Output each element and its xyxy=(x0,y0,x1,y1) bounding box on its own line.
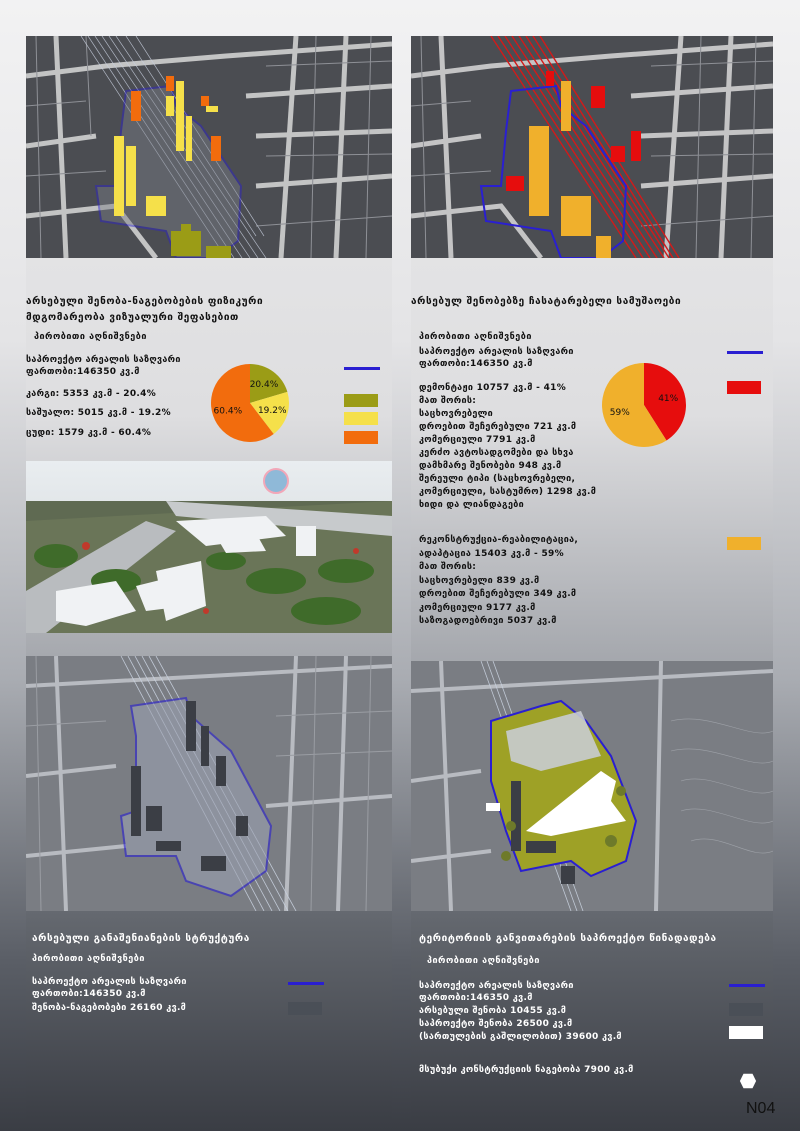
proposal-map xyxy=(411,661,773,911)
pie-slice-label: 41% xyxy=(658,393,679,404)
aerial-render-svg xyxy=(26,461,392,633)
aerial-render-image xyxy=(26,461,392,633)
works-boundary-label-2: ფართობი:146350 კვ.მ xyxy=(419,359,533,369)
reconstruct-swatch xyxy=(727,537,761,550)
map2-boundary-swatch xyxy=(288,982,324,985)
map1-title-line1: არსებული შენობა-ნაგებობების ფიზიკური xyxy=(26,296,264,307)
proposal-title: ტერიტორიის განვითარების საპროექტო წინადადება xyxy=(419,933,717,944)
proposed-building-legend: საპროექტო შენობა 26500 კვ.მ xyxy=(419,1019,573,1029)
physical-condition-map-svg xyxy=(26,36,392,258)
map1-legend-title: პირობითი აღნიშვნები xyxy=(34,332,147,342)
existing-building-legend: არსებული შენობა 10455 კვ.მ xyxy=(419,1006,567,1016)
left-column xyxy=(26,36,392,1119)
good-swatch xyxy=(344,394,378,407)
medium-swatch xyxy=(344,412,378,425)
pie-slice-label: 19.2% xyxy=(257,406,287,417)
proposed-building-swatch xyxy=(729,1026,763,1039)
buildings-swatch xyxy=(288,1002,322,1015)
physical-condition-map xyxy=(26,36,392,258)
proposal-boundary-label-2: ფართობი:146350 კვ.მ xyxy=(419,993,533,1003)
proposal-boundary-swatch xyxy=(729,984,765,987)
boundary-swatch-line xyxy=(344,367,380,370)
legend-medium: საშუალო: 5015 კვ.მ - 19.2% xyxy=(26,408,171,418)
map1-boundary-label-2: ფართობი:146350 კვ.მ xyxy=(26,367,140,377)
proposal-legend-title: პირობითი აღნიშვნები xyxy=(427,956,540,966)
map2-boundary-label-2: ფართობი:146350 კვ.მ xyxy=(32,989,146,999)
pie-slice-label: 20.4% xyxy=(249,380,279,391)
map2-boundary-label-1: საპროექტო არეალის საზღვარი xyxy=(32,977,187,987)
proposal-map-svg xyxy=(411,661,773,911)
works-pie-chart xyxy=(601,362,687,448)
demolish-legend: დემონტაჟი 10757 კვ.მ - 41% მათ შორის: საცხოვრებელი დროებით შეჩერებული 721 კვ.მ კომერციული 7791 კვ.მ კერძო ავტოსადგომები და სხვა დამხმარე შენობები 948 კვ.მ შერეული ტიპი (საცხოვრებელი, კომერციული, სასტუმრო) 1298 კვ.მ ხიდი და ლიანდაგები xyxy=(419,383,597,510)
bad-swatch xyxy=(344,431,378,444)
map1-boundary-label-1: საპროექტო არეალის საზღვარი xyxy=(26,355,181,365)
legend-good: კარგი: 5353 კვ.მ - 20.4% xyxy=(26,389,157,399)
map2-title: არსებული განაშენიანების სტრუქტურა xyxy=(32,933,250,944)
map2-legend-title: პირობითი აღნიშვნები xyxy=(32,954,145,964)
existing-building-swatch xyxy=(729,1003,763,1016)
existing-structure-map-svg xyxy=(26,656,392,911)
legend-bad: ცუდი: 1579 კვ.მ - 60.4% xyxy=(26,428,152,438)
condition-pie-chart xyxy=(210,363,290,443)
works-legend-title: პირობითი აღნიშვნები xyxy=(419,332,532,342)
demolish-swatch xyxy=(727,381,761,394)
works-boundary-label-1: საპროექტო არეალის საზღვარი xyxy=(419,347,574,357)
existing-structure-map xyxy=(26,656,392,911)
proposed-total-legend: (სართულების გაშლილობით) 39600 კვ.მ xyxy=(419,1032,622,1042)
buildings-legend: შენობა-ნაგებობები 26160 კვ.მ xyxy=(32,1003,187,1013)
map1-title-line2: მდგომარეობა ვიზუალური შეფასებით xyxy=(26,312,239,323)
reconstruct-legend: რეკონსტრუქცია-რეაბილიტაცია, ადაპტაცია 15403 კვ.მ - 59% მათ შორის: საცხოვრებელი 839 კვ.მ დროებით შეჩერებული 349 კვ.მ კომერციული 9177 კვ.მ საზოგადოებრივი 5037 კვ.მ xyxy=(419,535,579,626)
pie-slice-label: 60.4% xyxy=(213,406,243,417)
works-title: არსებულ შენობებზე ჩასატარებელი სამუშაოები xyxy=(411,296,682,307)
proposal-boundary-label-1: საპროექტო არეალის საზღვარი xyxy=(419,981,574,991)
works-map xyxy=(411,36,773,258)
right-column xyxy=(411,36,776,1119)
light-structure-hexagon-icon xyxy=(739,1072,757,1090)
works-map-svg xyxy=(411,36,773,258)
pie-slice-label: 59% xyxy=(609,408,630,419)
light-structure-legend: მსუბუქი კონსტრუქციის ნაგებობა 7900 კვ.მ xyxy=(419,1065,634,1075)
works-boundary-swatch xyxy=(727,351,763,354)
page-number: N04 xyxy=(746,1100,776,1117)
